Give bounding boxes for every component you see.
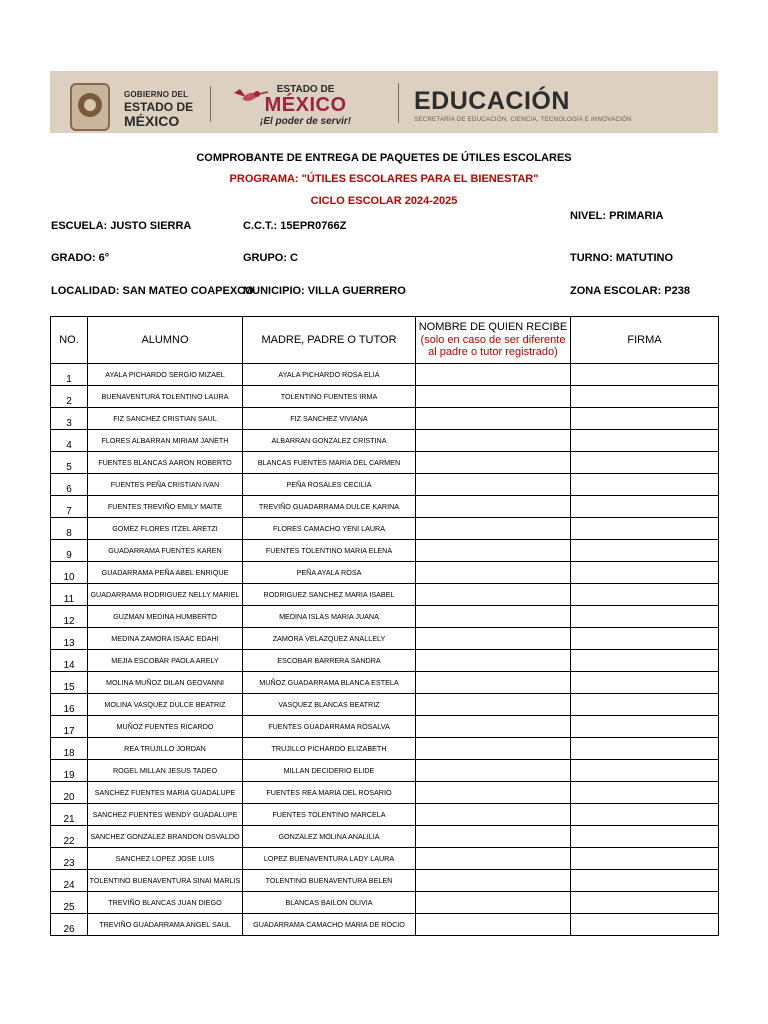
nivel-field: NIVEL: PRIMARIA (570, 210, 664, 222)
tutor-cell: BLANCAS FUENTES MARIA DEL CARMEN (243, 452, 416, 474)
tutor-cell: GUADARRAMA CAMACHO MARIA DE ROCIO (243, 914, 416, 936)
alumno-cell: ROGEL MILLAN JESUS TADEO (88, 760, 243, 782)
estado-slogan: ¡El poder de servir! (260, 116, 352, 127)
firma-cell[interactable] (571, 694, 719, 716)
tutor-cell: ESCOBAR BARRERA SANDRA (243, 650, 416, 672)
recibe-cell[interactable] (416, 496, 571, 518)
alumno-cell: FUENTES TREVIÑO EMILY MAITE (88, 496, 243, 518)
ciclo-line: CICLO ESCOLAR 2024-2025 (310, 195, 458, 207)
alumno-cell: SANCHEZ GONZALEZ BRANDON OSVALDO (88, 826, 243, 848)
tutor-cell: MUÑOZ GUADARRAMA BLANCA ESTELA (243, 672, 416, 694)
tutor-cell: AYALA PICHARDO ROSA ELIA (243, 364, 416, 386)
alumno-cell: FIZ SANCHEZ CRISTIAN SAUL (88, 408, 243, 430)
row-number: 2 (51, 386, 88, 408)
tutor-cell: TOLENTINO FUENTES IRMA (243, 386, 416, 408)
header-no: NO. (51, 317, 88, 364)
recibe-cell[interactable] (416, 672, 571, 694)
alumno-cell: MOLINA MUÑOZ DILAN GEOVANNI (88, 672, 243, 694)
row-number: 20 (51, 782, 88, 804)
alumno-cell: BUENAVENTURA TOLENTINO LAURA (88, 386, 243, 408)
tutor-cell: RODRIGUEZ SANCHEZ MARIA ISABEL (243, 584, 416, 606)
row-number: 17 (51, 716, 88, 738)
row-number: 15 (51, 672, 88, 694)
educacion-subtitle: SECRETARÍA DE EDUCACIÓN, CIENCIA, TECNOLOGÍA E INNOVACIÓN (414, 116, 632, 123)
firma-cell[interactable] (571, 584, 719, 606)
divider (210, 86, 211, 122)
municipio-field: MUNICIPIO: VILLA GUERRERO (243, 285, 406, 297)
table-row (51, 540, 719, 562)
recibe-cell[interactable] (416, 848, 571, 870)
delivery-table (50, 316, 719, 936)
estado-logo-text (260, 85, 351, 127)
tutor-cell: FUENTES TOLENTINO MARCELA (243, 804, 416, 826)
tutor-cell: BLANCAS BAILON OLIVIA (243, 892, 416, 914)
row-number: 22 (51, 826, 88, 848)
table-row (51, 870, 719, 892)
firma-cell[interactable] (571, 782, 719, 804)
recibe-cell[interactable] (416, 760, 571, 782)
firma-cell[interactable] (571, 848, 719, 870)
table-row (51, 716, 719, 738)
row-number: 6 (51, 474, 88, 496)
alumno-cell: GUZMAN MEDINA HUMBERTO (88, 606, 243, 628)
tutor-cell: MEDINA ISLAS MARIA JUANA (243, 606, 416, 628)
table-row (51, 848, 719, 870)
firma-cell[interactable] (571, 430, 719, 452)
table-row (51, 474, 719, 496)
table-row (51, 892, 719, 914)
grado-field: GRADO: 6° (51, 252, 110, 264)
firma-cell[interactable] (571, 408, 719, 430)
firma-cell[interactable] (571, 826, 719, 848)
gobierno-line-3: MÉXICO (124, 113, 180, 129)
firma-cell[interactable] (571, 496, 719, 518)
table-row (51, 650, 719, 672)
firma-cell[interactable] (571, 474, 719, 496)
table-row (51, 408, 719, 430)
row-number: 23 (51, 848, 88, 870)
alumno-cell: GUADARRAMA RODRIGUEZ NELLY MARIEL (88, 584, 243, 606)
row-number: 16 (51, 694, 88, 716)
table-row (51, 914, 719, 936)
tutor-cell: FUENTES GUADARRAMA ROSALVA (243, 716, 416, 738)
tutor-cell: TRUJILLO PICHARDO ELIZABETH (243, 738, 416, 760)
alumno-cell: FUENTES BLANCAS AARON ROBERTO (88, 452, 243, 474)
row-number: 13 (51, 628, 88, 650)
localidad-field: LOCALIDAD: SAN MATEO COAPEXCO (51, 285, 254, 297)
escuela-field: ESCUELA: JUSTO SIERRA (51, 220, 192, 232)
recibe-cell[interactable] (416, 518, 571, 540)
gobierno-logo-text (124, 91, 193, 128)
educacion-logo-text (414, 89, 632, 123)
firma-cell[interactable] (571, 716, 719, 738)
recibe-cell[interactable] (416, 782, 571, 804)
recibe-cell[interactable] (416, 694, 571, 716)
gobierno-line-1: GOBIERNO DEL (124, 90, 189, 99)
table-row (51, 738, 719, 760)
grupo-field: GRUPO: C (243, 252, 298, 264)
alumno-cell: GUADARRAMA FUENTES KAREN (88, 540, 243, 562)
alumno-cell: AYALA PICHARDO SERGIO MIZAEL (88, 364, 243, 386)
firma-cell[interactable] (571, 914, 719, 936)
alumno-cell: REA TRUJILLO JORDAN (88, 738, 243, 760)
alumno-cell: MOLINA VASQUEZ DULCE BEATRIZ (88, 694, 243, 716)
row-number: 14 (51, 650, 88, 672)
alumno-cell: FLORES ALBARRAN MIRIAM JANETH (88, 430, 243, 452)
recibe-cell[interactable] (416, 870, 571, 892)
header-tutor: MADRE, PADRE O TUTOR (243, 317, 416, 364)
row-number: 12 (51, 606, 88, 628)
table-row (51, 804, 719, 826)
table-row (51, 518, 719, 540)
programa-line: PROGRAMA: "ÚTILES ESCOLARES PARA EL BIENESTAR" (229, 173, 539, 185)
tutor-cell: FIZ SANCHEZ VIVIANA (243, 408, 416, 430)
recibe-cell[interactable] (416, 914, 571, 936)
firma-cell[interactable] (571, 540, 719, 562)
tutor-cell: PEÑA ROSALES CECILIA (243, 474, 416, 496)
recibe-cell[interactable] (416, 430, 571, 452)
firma-cell[interactable] (571, 760, 719, 782)
alumno-cell: SANCHEZ FUENTES MARIA GUADALUPE (88, 782, 243, 804)
row-number: 11 (51, 584, 88, 606)
tutor-cell: VASQUEZ BLANCAS BEATRIZ (243, 694, 416, 716)
header-recibe-note: (solo en caso de ser diferente al padre o tutor registrado) (420, 333, 566, 359)
gobierno-line-2: ESTADO DE (124, 100, 194, 114)
recibe-cell[interactable] (416, 452, 571, 474)
table-row (51, 782, 719, 804)
alumno-cell: MEJIA ESCOBAR PAOLA ARELY (88, 650, 243, 672)
tutor-cell: MILLAN DECIDERIO ELIDE (243, 760, 416, 782)
row-number: 7 (51, 496, 88, 518)
firma-cell[interactable] (571, 650, 719, 672)
header-recibe (416, 317, 571, 364)
table-row (51, 826, 719, 848)
recibe-cell[interactable] (416, 628, 571, 650)
row-number: 1 (51, 364, 88, 386)
tutor-cell: ALBARRAN GONZALEZ CRISTINA (243, 430, 416, 452)
table-row (51, 584, 719, 606)
recibe-cell[interactable] (416, 650, 571, 672)
row-number: 25 (51, 892, 88, 914)
table-row (51, 496, 719, 518)
table-row (51, 386, 719, 408)
recibe-cell[interactable] (416, 474, 571, 496)
tutor-cell: FUENTES TOLENTINO MARIA ELENA (243, 540, 416, 562)
table-header-row (51, 317, 719, 364)
alumno-cell: MUÑOZ FUENTES RICARDO (88, 716, 243, 738)
alumno-cell: SANCHEZ LOPEZ JOSE LUIS (88, 848, 243, 870)
tutor-cell: LOPEZ BUENAVENTURA LADY LAURA (243, 848, 416, 870)
cct-field: C.C.T.: 15EPR0766Z (243, 220, 347, 232)
firma-cell[interactable] (571, 562, 719, 584)
recibe-cell[interactable] (416, 738, 571, 760)
estado-line-1: ESTADO DE (276, 84, 335, 95)
alumno-cell: GOMEZ FLORES ITZEL ARETZI (88, 518, 243, 540)
table-row (51, 760, 719, 782)
state-seal-icon (70, 83, 110, 131)
table-row (51, 694, 719, 716)
table-row (51, 364, 719, 386)
table-row (51, 606, 719, 628)
row-number: 10 (51, 562, 88, 584)
firma-cell[interactable] (571, 870, 719, 892)
recibe-cell[interactable] (416, 562, 571, 584)
tutor-cell: ZAMORA VELAZQUEZ ANALLELY (243, 628, 416, 650)
row-number: 19 (51, 760, 88, 782)
recibe-cell[interactable] (416, 716, 571, 738)
firma-cell[interactable] (571, 804, 719, 826)
firma-cell[interactable] (571, 738, 719, 760)
estado-line-2: MÉXICO (264, 94, 347, 116)
recibe-cell[interactable] (416, 826, 571, 848)
firma-cell[interactable] (571, 892, 719, 914)
tutor-cell: TREVIÑO GUADARRAMA DULCE KARINA (243, 496, 416, 518)
alumno-cell: TOLENTINO BUENAVENTURA SINAI MARLIS (88, 870, 243, 892)
row-number: 9 (51, 540, 88, 562)
row-number: 5 (51, 452, 88, 474)
turno-field: TURNO: MATUTINO (570, 252, 674, 264)
firma-cell[interactable] (571, 628, 719, 650)
firma-cell[interactable] (571, 386, 719, 408)
recibe-cell[interactable] (416, 540, 571, 562)
tutor-cell: PEÑA AYALA ROSA (243, 562, 416, 584)
table-row (51, 628, 719, 650)
header-banner (50, 71, 718, 133)
divider (398, 83, 399, 123)
tutor-cell: FLORES CAMACHO YENI LAURA (243, 518, 416, 540)
row-number: 3 (51, 408, 88, 430)
header-firma: FIRMA (571, 317, 719, 364)
alumno-cell: TREVIÑO BLANCAS JUAN DIEGO (88, 892, 243, 914)
row-number: 21 (51, 804, 88, 826)
tutor-cell: FUENTES REA MARIA DEL ROSARIO (243, 782, 416, 804)
recibe-cell[interactable] (416, 892, 571, 914)
row-number: 4 (51, 430, 88, 452)
tutor-cell: TOLENTINO BUENAVENTURA BELEN (243, 870, 416, 892)
row-number: 24 (51, 870, 88, 892)
firma-cell[interactable] (571, 364, 719, 386)
header-alumno: ALUMNO (88, 317, 243, 364)
zona-field: ZONA ESCOLAR: P238 (570, 285, 691, 297)
recibe-cell[interactable] (416, 584, 571, 606)
recibe-cell[interactable] (416, 386, 571, 408)
firma-cell[interactable] (571, 452, 719, 474)
recibe-cell[interactable] (416, 804, 571, 826)
alumno-cell: FUENTES PEÑA CRISTIAN IVAN (88, 474, 243, 496)
table-row (51, 430, 719, 452)
row-number: 26 (51, 914, 88, 936)
alumno-cell: MEDINA ZAMORA ISAAC EDAHI (88, 628, 243, 650)
firma-cell[interactable] (571, 518, 719, 540)
alumno-cell: SANCHEZ FUENTES WENDY GUADALUPE (88, 804, 243, 826)
firma-cell[interactable] (571, 672, 719, 694)
tutor-cell: GONZALEZ MOLINA ANALILIA (243, 826, 416, 848)
recibe-cell[interactable] (416, 408, 571, 430)
table-row (51, 672, 719, 694)
table-body (51, 364, 719, 936)
educacion-title: EDUCACIÓN (414, 87, 570, 115)
row-number: 18 (51, 738, 88, 760)
recibe-cell[interactable] (416, 606, 571, 628)
firma-cell[interactable] (571, 606, 719, 628)
header-recibe-title: NOMBRE DE QUIEN RECIBE (418, 321, 568, 334)
alumno-cell: TREVIÑO GUADARRAMA ANGEL SAUL (88, 914, 243, 936)
document-title: COMPROBANTE DE ENTREGA DE PAQUETES DE ÚTILES ESCOLARES (196, 152, 572, 164)
table-row (51, 562, 719, 584)
table-row (51, 452, 719, 474)
row-number: 8 (51, 518, 88, 540)
recibe-cell[interactable] (416, 364, 571, 386)
alumno-cell: GUADARRAMA PEÑA ABEL ENRIQUE (88, 562, 243, 584)
